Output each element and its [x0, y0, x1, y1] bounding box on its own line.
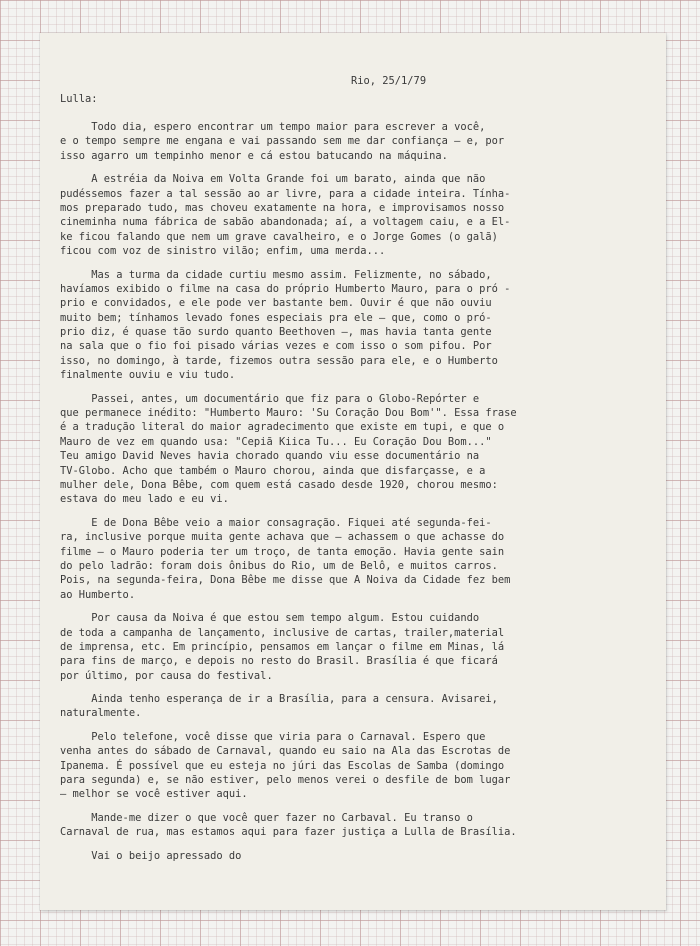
text-line: TV-Globo. Acho que também o Mauro chorou, ainda que disfarçasse, e a	[60, 464, 486, 477]
text-line: finalmente ouviu e viu tudo.	[60, 369, 236, 382]
letter-paragraph	[60, 611, 658, 683]
text-line: por último, por causa do festival.	[60, 669, 273, 682]
text-line: A estréia da Noiva em Volta Grande foi um barato, ainda que não	[60, 173, 486, 186]
text-line: Por causa da Noiva é que estou sem tempo algum. Estou cuidando	[60, 612, 480, 625]
text-line: e o tempo sempre me engana e vai passando sem me dar confiança — e, por	[60, 135, 505, 148]
letter-paragraph	[60, 692, 658, 721]
text-line: mulher dele, Dona Bêbe, com quem está casado desde 1920, chorou mesmo:	[60, 478, 498, 491]
letter-paragraph	[60, 268, 658, 383]
text-line: cineminha numa fábrica de sabão abandonada; aí, a voltagem caiu, e a El-	[60, 216, 511, 229]
letter-paragraph	[60, 730, 658, 802]
text-line: Vai o beijo apressado do	[60, 849, 242, 862]
text-line: venha antes do sábado de Carnaval, quando eu saio na Ala das Escrotas de	[60, 745, 511, 758]
text-line: Ainda tenho esperança de ir a Brasília, para a censura. Avisarei,	[60, 693, 498, 706]
text-line: Pelo telefone, você disse que viria para o Carnaval. Espero que	[60, 730, 486, 743]
text-line: Passei, antes, um documentário que fiz para o Globo-Repórter e	[60, 392, 480, 405]
letter-date: Rio, 25/1/79	[351, 75, 427, 87]
text-line: pudéssemos fazer a tal sessão ao ar livre, para a cidade inteira. Tínha-	[60, 187, 511, 200]
letter-body	[60, 120, 658, 872]
letter-salutation: Lulla:	[60, 93, 98, 105]
letter-paragraph	[60, 849, 658, 863]
text-line: isso, no domingo, à tarde, fizemos outra sessão para ele, e o Humberto	[60, 354, 498, 367]
letter-sheet	[40, 33, 666, 910]
text-line: Mande-me dizer o que você quer fazer no Carbaval. Eu transo o	[60, 811, 473, 824]
text-line: para segunda) e, se não estiver, pelo menos verei o desfile de bom lugar	[60, 774, 511, 787]
text-line: mos preparado tudo, mas choveu exatamente na hora, e improvisamos nosso	[60, 201, 505, 214]
text-line: Mas a turma da cidade curtiu mesmo assim. Felizmente, no sábado,	[60, 268, 492, 281]
text-line: Todo dia, espero encontrar um tempo maior para escrever a você,	[60, 121, 486, 133]
text-line: na sala que o fio foi pisado várias vezes e com isso o som pifou. Por	[60, 340, 492, 353]
text-line: Ipanema. É possível que eu esteja no júri das Escolas de Samba (domingo	[60, 759, 505, 772]
text-line: havíamos exibido o filme na casa do próprio Humberto Mauro, para o pró -	[60, 282, 511, 295]
text-line: filme — o Mauro poderia ter um troço, de tanta emoção. Havia gente sain	[60, 545, 505, 558]
letter-paragraph	[60, 516, 658, 602]
text-line: de toda a campanha de lançamento, inclusive de cartas, trailer,material	[60, 626, 505, 639]
text-line: para fins de março, e depois no resto do Brasil. Brasília é que ficará	[60, 655, 498, 668]
text-line: E de Dona Bêbe veio a maior consagração. Fiquei até segunda-fei-	[60, 516, 492, 529]
text-line: do pelo ladrão: foram dois ônibus do Rio, um de Belô, e muitos carros.	[60, 559, 498, 572]
letter-paragraph	[60, 811, 658, 840]
text-line: Teu amigo David Neves havia chorado quando viu esse documentário na	[60, 450, 480, 463]
text-line: é a tradução literal do maior agradecimento que existe em tupi, e que o	[60, 421, 505, 434]
text-line: prio diz, é quase tão surdo quanto Beethoven —, mas havia tanta gente	[60, 326, 492, 339]
text-line: que permanece inédito: "Humberto Mauro: 'Su Coração Dou Bom'". Essa frase	[60, 407, 517, 420]
text-line: isso agarro um tempinho menor e cá estou batucando na máquina.	[60, 149, 448, 162]
text-line: ao Humberto.	[60, 588, 136, 601]
text-line: Carnaval de rua, mas estamos aqui para fazer justiça a Lulla de Brasília.	[60, 826, 517, 839]
text-line: muito bem; tínhamos levado fones especiais pra ele — que, como o pró-	[60, 311, 492, 324]
letter-paragraph	[60, 392, 658, 507]
text-line: estava do meu lado e eu vi.	[60, 493, 229, 506]
text-line: ke ficou falando que nem um grave cavalheiro, e o Jorge Gomes (o galã)	[60, 230, 498, 243]
text-line: ra, inclusive porque muita gente achava que — achassem o que achasse do	[60, 531, 505, 544]
text-line: Mauro de vez em quando usa: "Cepiã Kiica Tu... Eu Coração Dou Bom..."	[60, 435, 492, 448]
letter-paragraph	[60, 172, 658, 258]
text-line: naturalmente.	[60, 707, 142, 720]
text-line: de imprensa, etc. Em princípio, pensamos em lançar o filme em Minas, lá	[60, 640, 505, 653]
text-line: — melhor se você estiver aqui.	[60, 788, 248, 801]
text-line: ficou com voz de sinistro vilão; enfim, uma merda...	[60, 245, 386, 258]
letter-paragraph	[60, 120, 658, 163]
text-line: prio e convidados, e ele pode ver bastante bem. Ouvir é que não ouviu	[60, 297, 492, 310]
text-line: Pois, na segunda-feira, Dona Bêbe me disse que A Noiva da Cidade fez bem	[60, 574, 511, 587]
